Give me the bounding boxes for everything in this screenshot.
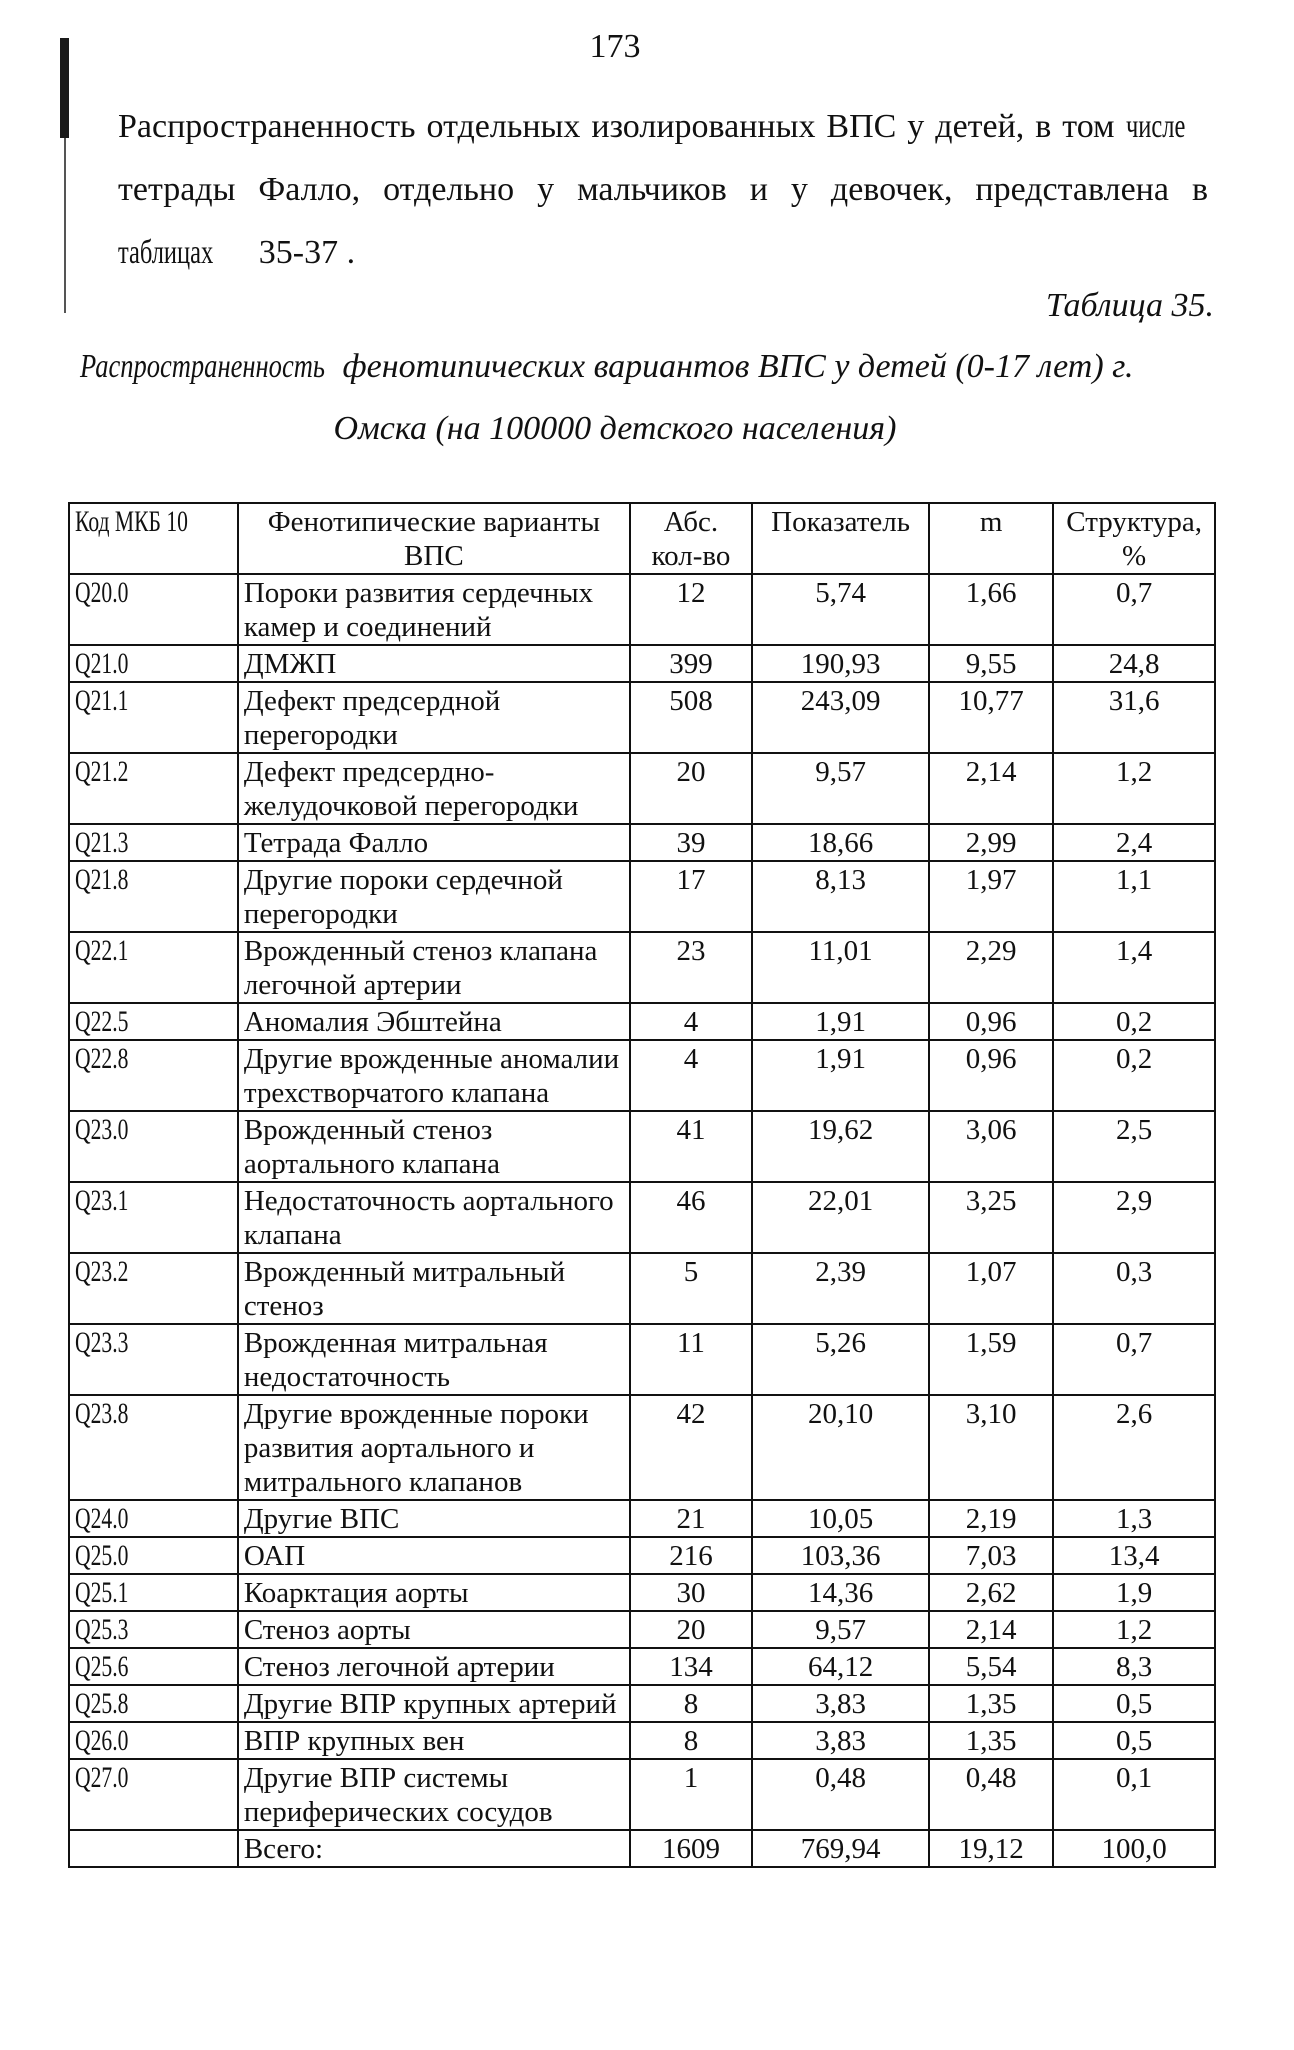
cell-code-text: Q25.8 (75, 1687, 129, 1720)
table-body (69, 574, 1215, 1867)
table-header-row (69, 503, 1215, 574)
cell-name: ОАП (238, 1537, 630, 1574)
cell-indicator: 10,05 (752, 1500, 929, 1537)
cell-indicator: 3,83 (752, 1722, 929, 1759)
cell-name: ДМЖП (238, 645, 630, 682)
cell-abs: 39 (630, 824, 752, 861)
cell-m: 9,55 (929, 645, 1053, 682)
cell-name: Дефект предсердно-желудочковой перегородки (238, 753, 630, 824)
table-row (69, 1253, 1215, 1324)
caption-rest: фенотипических вариантов ВПС у детей (0-17 лет) г. (334, 348, 1134, 385)
cell-indicator: 11,01 (752, 932, 929, 1003)
cell-structure: 100,0 (1053, 1830, 1215, 1867)
cell-indicator: 20,10 (752, 1395, 929, 1500)
page-number: 173 (589, 28, 641, 65)
cell-name: Другие ВПР крупных артерий (238, 1685, 630, 1722)
cell-m: 1,59 (929, 1324, 1053, 1395)
cell-m: 10,77 (929, 682, 1053, 753)
cell-code-text: Q26.0 (75, 1724, 129, 1757)
cell-abs: 30 (630, 1574, 752, 1611)
cell-structure: 24,8 (1053, 645, 1215, 682)
cell-name: Врожденный митральный стеноз (238, 1253, 630, 1324)
cell-indicator: 3,83 (752, 1685, 929, 1722)
cell-abs: 399 (630, 645, 752, 682)
cell-m: 3,10 (929, 1395, 1053, 1500)
table-row (69, 1500, 1215, 1537)
cell-m: 0,48 (929, 1759, 1053, 1830)
cell-structure: 1,9 (1053, 1574, 1215, 1611)
cell-code (69, 1685, 238, 1722)
table-row (69, 1324, 1215, 1395)
intro-line3-rest: 35-37 . (250, 234, 356, 271)
table-row (69, 1537, 1215, 1574)
table-row (69, 1182, 1215, 1253)
cell-code-text: Q25.1 (75, 1576, 129, 1609)
table-row (69, 824, 1215, 861)
header-code (69, 503, 238, 574)
cell-indicator: 5,26 (752, 1324, 929, 1395)
cell-indicator: 243,09 (752, 682, 929, 753)
cell-abs: 46 (630, 1182, 752, 1253)
cell-m: 3,06 (929, 1111, 1053, 1182)
cell-code-text: Q24.0 (75, 1502, 129, 1535)
cell-name: Стеноз легочной артерии (238, 1648, 630, 1685)
cell-m: 7,03 (929, 1537, 1053, 1574)
cell-code (69, 753, 238, 824)
header-name: Фенотипические варианты ВПС (238, 503, 630, 574)
cell-code (69, 1040, 238, 1111)
cell-abs: 17 (630, 861, 752, 932)
table-row (69, 645, 1215, 682)
cell-code (69, 1759, 238, 1830)
cell-m: 2,29 (929, 932, 1053, 1003)
cell-code-text: Q27.0 (75, 1761, 129, 1794)
cell-code (69, 682, 238, 753)
cell-code (69, 1500, 238, 1537)
cell-m: 5,54 (929, 1648, 1053, 1685)
intro-line3-prefix: таблицах (118, 234, 214, 271)
intro-lead: Распространенность отдельных изолированных ВПС у детей, в том (118, 108, 1115, 145)
cell-name: Всего: (238, 1830, 630, 1867)
cell-code-text: Q23.2 (75, 1255, 129, 1288)
cell-abs: 20 (630, 1611, 752, 1648)
cell-abs: 1 (630, 1759, 752, 1830)
cell-code-text: Q25.3 (75, 1613, 129, 1646)
header-structure: Структура, % (1053, 503, 1215, 574)
cell-code-text: Q21.0 (75, 647, 129, 680)
cell-code-text: Q23.8 (75, 1397, 129, 1430)
cell-indicator: 1,91 (752, 1003, 929, 1040)
table-row (69, 753, 1215, 824)
cell-indicator: 0,48 (752, 1759, 929, 1830)
cell-structure: 2,6 (1053, 1395, 1215, 1500)
cell-abs: 42 (630, 1395, 752, 1500)
cell-code-text: Q23.1 (75, 1184, 129, 1217)
cell-code-text: Q25.0 (75, 1539, 129, 1572)
table-row (69, 1611, 1215, 1648)
table-row (69, 1685, 1215, 1722)
cell-code (69, 932, 238, 1003)
table-row (69, 682, 1215, 753)
cell-name: Врожденный стеноз аортального клапана (238, 1111, 630, 1182)
cell-code-text: Q22.1 (75, 934, 129, 967)
cell-m: 3,25 (929, 1182, 1053, 1253)
cell-abs: 4 (630, 1003, 752, 1040)
cell-code (69, 1182, 238, 1253)
prevalence-table (68, 502, 1216, 1868)
table-row (69, 1759, 1215, 1830)
cell-m: 1,07 (929, 1253, 1053, 1324)
cell-code (69, 1648, 238, 1685)
cell-structure: 1,2 (1053, 1611, 1215, 1648)
intro-line2-prefix: числе (1125, 108, 1185, 145)
cell-indicator: 22,01 (752, 1182, 929, 1253)
cell-structure: 1,3 (1053, 1500, 1215, 1537)
scan-edge-line (64, 138, 66, 313)
cell-structure: 0,7 (1053, 574, 1215, 645)
cell-code (69, 1722, 238, 1759)
cell-code (69, 1111, 238, 1182)
table-row (69, 1395, 1215, 1500)
cell-code (69, 1537, 238, 1574)
cell-code-text: Q22.5 (75, 1005, 129, 1038)
cell-code (69, 824, 238, 861)
table-row (69, 574, 1215, 645)
header-m: m (929, 503, 1053, 574)
cell-code (69, 1324, 238, 1395)
cell-abs: 216 (630, 1537, 752, 1574)
cell-name: Другие ВПС (238, 1500, 630, 1537)
cell-abs: 134 (630, 1648, 752, 1685)
cell-indicator: 9,57 (752, 753, 929, 824)
cell-code-text: Q22.8 (75, 1042, 129, 1075)
cell-code-text: Q25.6 (75, 1650, 129, 1683)
table-caption (80, 348, 1210, 386)
cell-m: 1,66 (929, 574, 1053, 645)
cell-structure: 0,5 (1053, 1722, 1215, 1759)
table-caption-line2: Омска (на 100000 детского населения) (333, 410, 897, 447)
cell-structure: 13,4 (1053, 1537, 1215, 1574)
cell-code-text: Q21.3 (75, 826, 129, 859)
cell-indicator: 18,66 (752, 824, 929, 861)
header-code-text: Код МКБ 10 (75, 505, 188, 538)
cell-m: 2,14 (929, 753, 1053, 824)
cell-m: 1,97 (929, 861, 1053, 932)
cell-name: Коарктация аорты (238, 1574, 630, 1611)
table-row (69, 1111, 1215, 1182)
cell-indicator: 9,57 (752, 1611, 929, 1648)
table-row (69, 1648, 1215, 1685)
cell-code-text: Q23.3 (75, 1326, 129, 1359)
intro-paragraph (118, 95, 1208, 284)
cell-indicator: 769,94 (752, 1830, 929, 1867)
cell-structure: 0,3 (1053, 1253, 1215, 1324)
cell-code (69, 1253, 238, 1324)
cell-abs: 8 (630, 1685, 752, 1722)
caption-prefix: Распространенность (80, 348, 325, 385)
cell-abs: 508 (630, 682, 752, 753)
cell-abs: 41 (630, 1111, 752, 1182)
cell-m: 19,12 (929, 1830, 1053, 1867)
cell-indicator: 19,62 (752, 1111, 929, 1182)
cell-name: Другие пороки сердечной перегородки (238, 861, 630, 932)
cell-name: Тетрада Фалло (238, 824, 630, 861)
cell-abs: 12 (630, 574, 752, 645)
cell-abs: 8 (630, 1722, 752, 1759)
cell-abs: 11 (630, 1324, 752, 1395)
cell-indicator: 2,39 (752, 1253, 929, 1324)
cell-name: ВПР крупных вен (238, 1722, 630, 1759)
cell-structure: 0,2 (1053, 1040, 1215, 1111)
cell-indicator: 8,13 (752, 861, 929, 932)
table-row (69, 932, 1215, 1003)
cell-m: 0,96 (929, 1040, 1053, 1111)
cell-indicator: 14,36 (752, 1574, 929, 1611)
cell-code (69, 574, 238, 645)
cell-structure: 2,5 (1053, 1111, 1215, 1182)
cell-m: 0,96 (929, 1003, 1053, 1040)
cell-abs: 23 (630, 932, 752, 1003)
cell-name: Врожденная митральная недостаточность (238, 1324, 630, 1395)
cell-name: Другие ВПР системы периферических сосудов (238, 1759, 630, 1830)
cell-name: Стеноз аорты (238, 1611, 630, 1648)
table-row (69, 1040, 1215, 1111)
cell-m: 2,62 (929, 1574, 1053, 1611)
cell-code (69, 645, 238, 682)
header-indicator: Показатель (752, 503, 929, 574)
table-total-row (69, 1830, 1215, 1867)
cell-code (69, 1830, 238, 1867)
cell-code (69, 1395, 238, 1500)
cell-indicator: 64,12 (752, 1648, 929, 1685)
cell-structure: 1,4 (1053, 932, 1215, 1003)
cell-name: Недостаточность аортального клапана (238, 1182, 630, 1253)
cell-name: Дефект предсердной перегородки (238, 682, 630, 753)
cell-m: 2,14 (929, 1611, 1053, 1648)
cell-code (69, 1611, 238, 1648)
cell-name: Другие врожденные аномалии трехстворчатого клапана (238, 1040, 630, 1111)
intro-line2-rest: тетрады Фалло, отдельно у мальчиков и у девочек, представлена в (118, 171, 1208, 208)
cell-code-text: Q21.2 (75, 755, 129, 788)
cell-structure: 31,6 (1053, 682, 1215, 753)
cell-m: 2,99 (929, 824, 1053, 861)
cell-abs: 1609 (630, 1830, 752, 1867)
table-row (69, 1003, 1215, 1040)
cell-structure: 0,7 (1053, 1324, 1215, 1395)
cell-structure: 0,1 (1053, 1759, 1215, 1830)
cell-abs: 5 (630, 1253, 752, 1324)
cell-code-text: Q20.0 (75, 576, 129, 609)
cell-code-text: Q21.1 (75, 684, 129, 717)
cell-structure: 8,3 (1053, 1648, 1215, 1685)
cell-abs: 20 (630, 753, 752, 824)
table-row (69, 861, 1215, 932)
cell-structure: 1,2 (1053, 753, 1215, 824)
table-row (69, 1574, 1215, 1611)
cell-code-text: Q21.8 (75, 863, 129, 896)
cell-structure: 2,9 (1053, 1182, 1215, 1253)
cell-m: 1,35 (929, 1685, 1053, 1722)
cell-code-text: Q23.0 (75, 1113, 129, 1146)
cell-name: Пороки развития сердечных камер и соединений (238, 574, 630, 645)
cell-code (69, 861, 238, 932)
table-row (69, 1722, 1215, 1759)
cell-code (69, 1574, 238, 1611)
cell-name: Врожденный стеноз клапана легочной артерии (238, 932, 630, 1003)
cell-indicator: 103,36 (752, 1537, 929, 1574)
cell-abs: 21 (630, 1500, 752, 1537)
cell-code (69, 1003, 238, 1040)
cell-abs: 4 (630, 1040, 752, 1111)
cell-structure: 2,4 (1053, 824, 1215, 861)
cell-indicator: 190,93 (752, 645, 929, 682)
cell-name: Аномалия Эбштейна (238, 1003, 630, 1040)
table-label: Таблица 35. (1045, 287, 1214, 324)
cell-indicator: 5,74 (752, 574, 929, 645)
cell-m: 1,35 (929, 1722, 1053, 1759)
cell-structure: 1,1 (1053, 861, 1215, 932)
cell-m: 2,19 (929, 1500, 1053, 1537)
cell-structure: 0,2 (1053, 1003, 1215, 1040)
header-abs: Абс. кол-во (630, 503, 752, 574)
cell-indicator: 1,91 (752, 1040, 929, 1111)
cell-name: Другие врожденные пороки развития аортального и митрального клапанов (238, 1395, 630, 1500)
cell-structure: 0,5 (1053, 1685, 1215, 1722)
